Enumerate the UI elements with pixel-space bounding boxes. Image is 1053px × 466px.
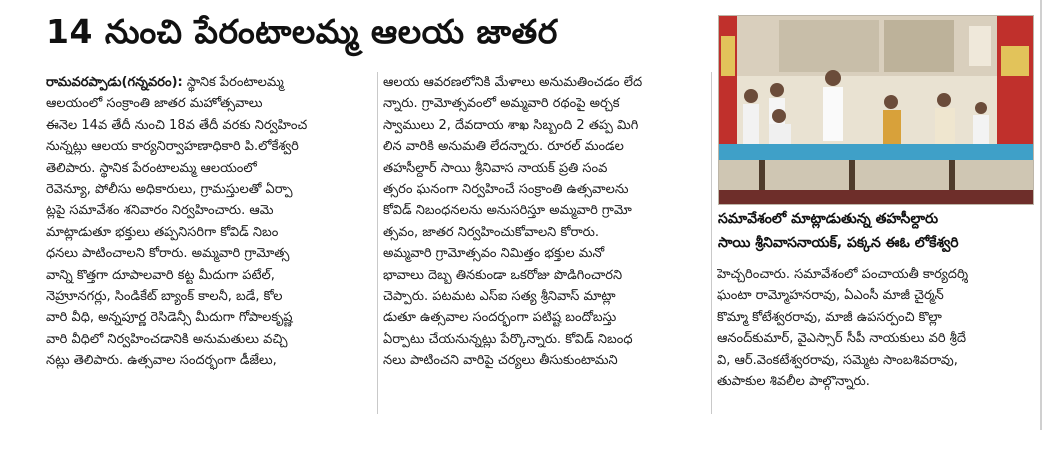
caption-line: సమావేశంలో మాట్లాడుతున్న తహసీల్దారు bbox=[718, 211, 939, 227]
article-line: చెప్పారు. పటమట ఎస్ఐ సత్య శ్రీనివాస్ మాట్లా bbox=[383, 289, 616, 305]
photo-caption bbox=[718, 207, 1034, 255]
article-line bbox=[46, 72, 370, 93]
article-line: ఆలయ ఆవరణలోనికి మేళాలు అనుమతించడం లేద bbox=[383, 75, 643, 90]
article-line: కొమ్మా కోటేశ్వరరావు, మాజీ ఉపసర్పంచి కొల్లా bbox=[717, 309, 942, 325]
article-line: ఈనెల 14వ తేదీ నుంచి 18వ తేదీ వరకు నిర్వహించ bbox=[46, 117, 308, 133]
article-line: నలు పాటించని వారిపై చర్యలు తీసుకుంటామని bbox=[383, 353, 618, 369]
article-line: వారి వీధి, అన్నపూర్ణ రెసిడెన్సీ మీదుగా గోపాలకృష్ణ bbox=[46, 310, 293, 326]
article-line: భావాలు దెబ్బ తినకుండా ఒకరోజు పొడిగించారని bbox=[383, 267, 623, 283]
article-line: త్సరం ఘనంగా నిర్వహించే సంక్రాంతి ఉత్సవాలను bbox=[383, 182, 629, 198]
article-line: ట్లపై సమావేశం శనివారం నిర్వహించారు. ఆమె bbox=[46, 203, 274, 219]
article-line: డుతూ ఉత్సవాల సందర్భంగా పటిష్ట బందోబస్తు bbox=[383, 310, 617, 326]
article-line: నట్లు తెలిపారు. ఉత్సవాల సందర్భంగా డీజేలు, bbox=[46, 353, 277, 369]
headline: 14 నుంచి పేరంటాలమ్మ ఆలయ జాతర bbox=[46, 12, 558, 51]
article-line: హెచ్చరించారు. సమావేశంలో పంచాయతీ కార్యదర్శి bbox=[717, 267, 969, 282]
article-line: తెలిపారు. స్థానిక పేరంటాలమ్మ ఆలయంలో bbox=[46, 160, 257, 176]
meeting-photo-illustration bbox=[719, 16, 1033, 204]
page-edge-rule bbox=[1040, 0, 1042, 430]
article-line: వాన్ని కొత్తగా దూపాలవారి కట్ట మీదుగా పటేల్, bbox=[46, 267, 275, 283]
article-line: నెహ్రూనగర్లు, సిండికేట్ బ్యాంక్ కాలనీ, బడే, కోల bbox=[46, 289, 283, 305]
article-line: తహసీల్దార్ సాయి శ్రీనివాస నాయక్ ప్రతి సంవ bbox=[383, 160, 608, 176]
article-line: వి, ఆర్.వెంకటేశ్వరరావు, సమ్మెట సాంబశివరావు, bbox=[717, 352, 958, 368]
article-line: ఏర్పాటు చేయనున్నట్లు పేర్కొన్నారు. కోవిడ్ నిబంధ bbox=[383, 331, 633, 347]
article-line: వారి వీధిలో నిర్వహించడానికి అనుమతులు వచ్చి bbox=[46, 331, 288, 347]
article-line: స్వాములు 2, దేవదాయ శాఖ సిబ్బంది 2 తప్ప మిగి bbox=[383, 117, 639, 133]
article-line: లిన వారికి అనుమతి లేదన్నారు. రూరల్ మండల bbox=[383, 139, 624, 155]
article-line: ధనలు పాటించాలని కోరారు. అమ్మవారి గ్రామోత్స bbox=[46, 246, 290, 262]
meeting-photo bbox=[718, 15, 1034, 205]
article-column-1 bbox=[46, 72, 370, 372]
article-column-3 bbox=[717, 264, 1033, 392]
article-line: తుపాకుల శివలీల పాల్గొన్నారు. bbox=[717, 374, 870, 390]
article-line: రెవెన్యూ, పోలీసు అధికారులు, గ్రామస్తులతో ఏర్పా bbox=[46, 182, 293, 198]
caption-line: సాయి శ్రీనివాసనాయక్, పక్కన ఈఓ లోకేశ్వరి bbox=[718, 235, 959, 251]
article-line: నున్నట్లు ఆలయ కార్యనిర్వాహణాధికారి పి.లోకేశ్వరి bbox=[46, 139, 299, 155]
column-rule bbox=[377, 72, 378, 414]
article-line: న్నారు. గ్రామోత్సవంలో అమ్మవారి రథంపై అర్చక bbox=[383, 96, 620, 112]
article-line: త్సవం, జాతర నిర్వహించుకోవాలని కోరారు. bbox=[383, 224, 599, 240]
article-line-text: స్థానిక పేరంటాలమ్మ bbox=[186, 75, 284, 90]
article-line: కోవిడ్ నిబంధనలను అనుసరిస్తూ అమ్మవారి గ్రామో bbox=[383, 203, 632, 219]
article-line: అమ్మవారి గ్రామోత్సవం నిమిత్తం భక్తుల మనో bbox=[383, 246, 605, 262]
article-column-2 bbox=[383, 72, 707, 372]
dateline: రామవరప్పాడు(గన్నవరం): bbox=[46, 75, 183, 90]
article-line: మాట్లాడుతూ భక్తులు తప్పనిసరిగా కోవిడ్ నిబం bbox=[46, 224, 279, 240]
article-line: ఆలయంలో సంక్రాంతి జాతర మహోత్సవాలు bbox=[46, 96, 263, 112]
article-line: ఘంటా రామ్మోహనరావు, ఏఎంసీ మాజీ చైర్మన్ bbox=[717, 288, 944, 304]
column-rule bbox=[711, 72, 712, 414]
article-line: ఆనంద్‌కుమార్, వైఎస్సార్ సీపీ నాయకులు వరి శ్రీదే bbox=[717, 331, 966, 347]
